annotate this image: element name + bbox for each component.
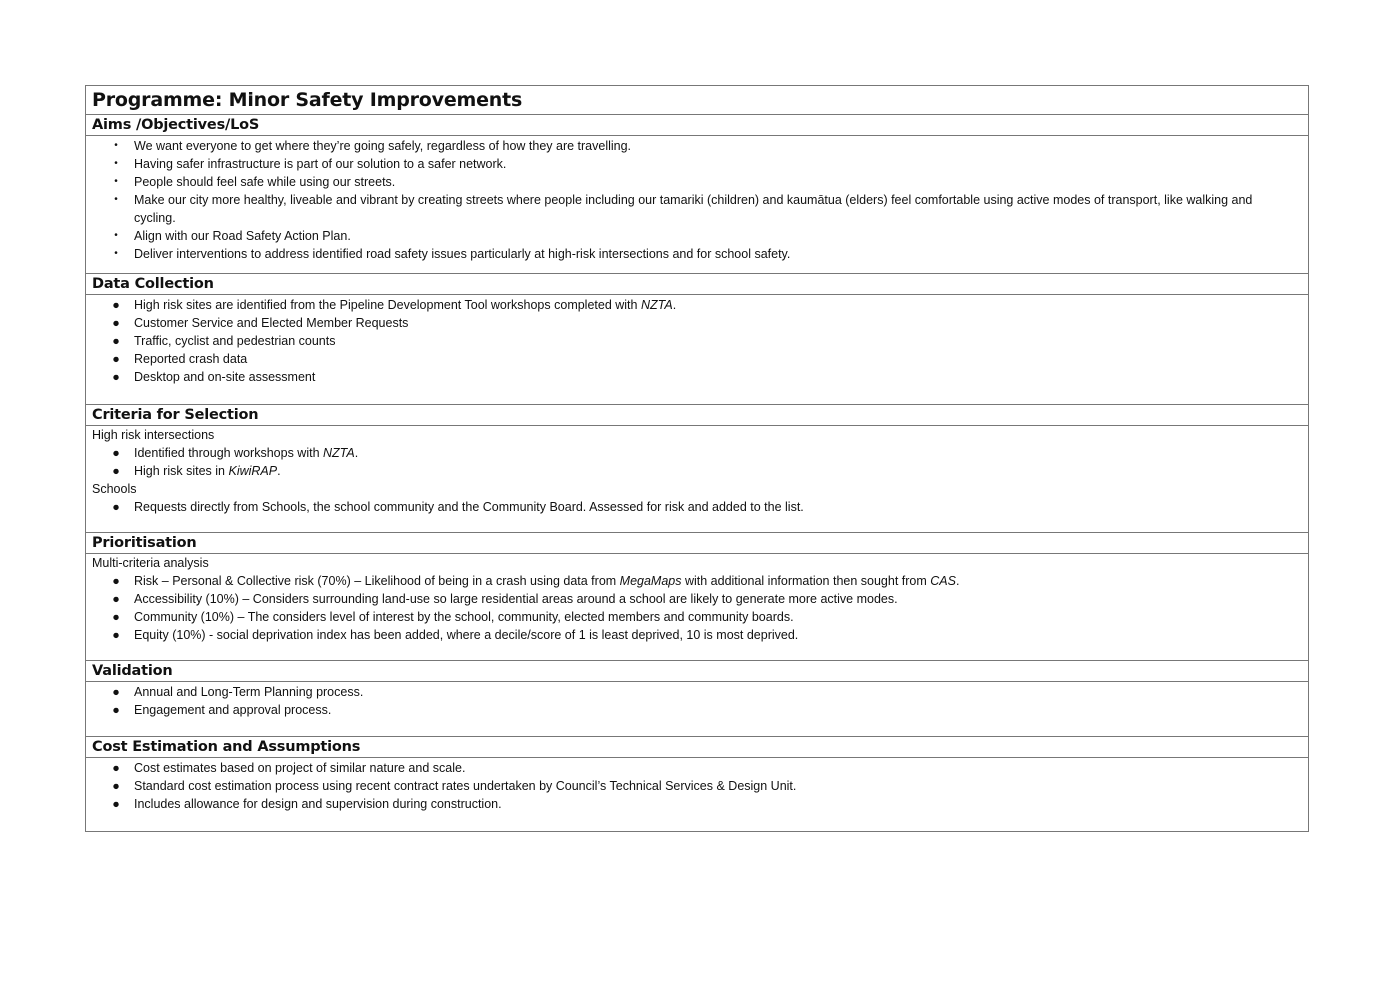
section-body-aims: [86, 136, 1308, 274]
criteria-group-label: Schools: [92, 482, 137, 496]
criteria-group-label: High risk intersections: [92, 428, 215, 442]
list-item: ● Traffic, cyclist and pedestrian counts: [86, 332, 1308, 350]
bullet-icon: ●: [112, 761, 120, 775]
list-item: • We want everyone to get where they’re going safely, regardless of how they are travelling.: [86, 137, 1308, 155]
programme-table: [85, 85, 1309, 832]
bullet-icon: •: [114, 176, 118, 187]
list-item: ● Requests directly from Schools, the school community and the Community Board. Assessed for risk and added to the list.: [86, 498, 1308, 516]
list-item: ● High risk sites are identified from the Pipeline Development Tool workshops completed with NZTA.: [86, 296, 1308, 314]
section-body-data-collection: [86, 295, 1308, 405]
list-item: ● Includes allowance for design and supervision during construction.: [86, 795, 1308, 813]
bullet-icon: ●: [112, 464, 120, 478]
list-item: ● Engagement and approval process.: [86, 701, 1308, 719]
bullet-icon: ●: [112, 610, 120, 624]
list-item: ● Annual and Long-Term Planning process.: [86, 683, 1308, 701]
section-heading-criteria: Criteria for Selection: [86, 405, 1308, 426]
prioritisation-label: Multi-criteria analysis: [92, 556, 209, 570]
list-item: • Having safer infrastructure is part of our solution to a safer network.: [86, 155, 1308, 173]
list-item: • Make our city more healthy, liveable and vibrant by creating streets where people including our tamariki (children) and kaumātua (elders) feel comfortable using active modes of transport, like walking and cycling.: [86, 191, 1308, 227]
cost-list: [86, 759, 1308, 813]
bullet-icon: ●: [112, 298, 120, 312]
list-item: ● Reported crash data: [86, 350, 1308, 368]
list-item: ● Standard cost estimation process using recent contract rates undertaken by Council’s Technical Services & Design Unit.: [86, 777, 1308, 795]
list-item: ● Equity (10%) - social deprivation index has been added, where a decile/score of 1 is least deprived, 10 is most deprived.: [86, 626, 1308, 644]
bullet-icon: ●: [112, 352, 120, 366]
section-heading-prioritisation: Prioritisation: [86, 533, 1308, 554]
list-item: ● Accessibility (10%) – Considers surrounding land-use so large residential areas around a school are likely to generate more active modes.: [86, 590, 1308, 608]
section-heading-aims: Aims /Objectives/LoS: [86, 115, 1308, 136]
list-item: ● High risk sites in KiwiRAP.: [86, 462, 1308, 480]
criteria-list-schools: [86, 498, 1308, 516]
prioritisation-list: [86, 572, 1308, 644]
bullet-icon: •: [114, 140, 118, 151]
section-heading-validation: Validation: [86, 661, 1308, 682]
bullet-icon: •: [114, 158, 118, 169]
section-heading-data-collection: Data Collection: [86, 274, 1308, 295]
section-heading-cost: Cost Estimation and Assumptions: [86, 737, 1308, 758]
section-body-validation: [86, 682, 1308, 737]
page-title: Programme: Minor Safety Improvements: [86, 86, 1308, 115]
bullet-icon: ●: [112, 574, 120, 588]
bullet-icon: ●: [112, 797, 120, 811]
data-collection-list: [86, 296, 1308, 386]
bullet-icon: ●: [112, 703, 120, 717]
list-item: • People should feel safe while using our streets.: [86, 173, 1308, 191]
bullet-icon: ●: [112, 334, 120, 348]
list-item: ● Customer Service and Elected Member Requests: [86, 314, 1308, 332]
list-item: ● Desktop and on-site assessment: [86, 368, 1308, 386]
bullet-icon: ●: [112, 316, 120, 330]
bullet-icon: •: [114, 248, 118, 259]
list-item: ● Risk – Personal & Collective risk (70%) – Likelihood of being in a crash using data from MegaMaps with additional information then sought from CAS.: [86, 572, 1308, 590]
bullet-icon: ●: [112, 628, 120, 642]
bullet-icon: ●: [112, 592, 120, 606]
list-item: ● Community (10%) – The considers level of interest by the school, community, elected members and community boards.: [86, 608, 1308, 626]
section-body-prioritisation: [86, 554, 1308, 661]
section-body-cost: [86, 758, 1308, 831]
bullet-icon: •: [114, 194, 118, 205]
list-item: ● Cost estimates based on project of similar nature and scale.: [86, 759, 1308, 777]
bullet-icon: ●: [112, 779, 120, 793]
section-body-criteria: [86, 426, 1308, 533]
bullet-icon: ●: [112, 685, 120, 699]
validation-list: [86, 683, 1308, 719]
bullet-icon: ●: [112, 370, 120, 384]
bullet-icon: •: [114, 230, 118, 241]
criteria-list-intersections: [86, 444, 1308, 480]
aims-list: [86, 137, 1308, 263]
list-item: • Align with our Road Safety Action Plan.: [86, 227, 1308, 245]
list-item: ● Identified through workshops with NZTA.: [86, 444, 1308, 462]
list-item: • Deliver interventions to address identified road safety issues particularly at high-risk intersections and for school safety.: [86, 245, 1308, 263]
bullet-icon: ●: [112, 500, 120, 514]
bullet-icon: ●: [112, 446, 120, 460]
